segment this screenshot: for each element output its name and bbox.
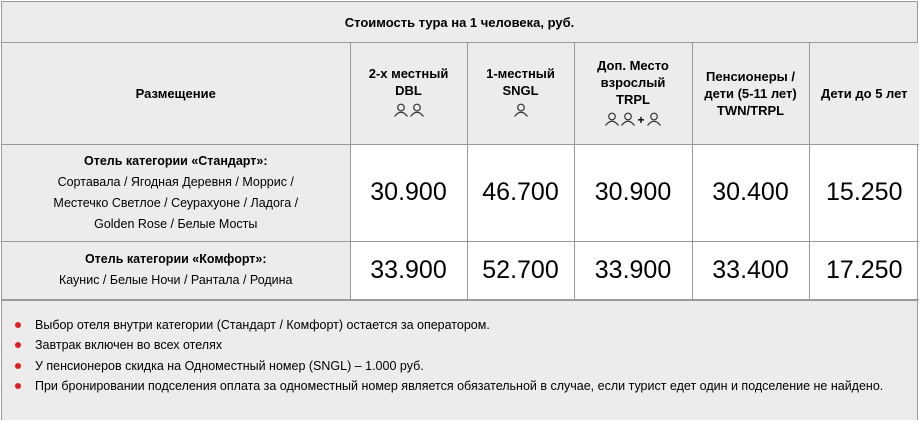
header-line: 2-х местный: [368, 66, 449, 82]
bullet-icon: [15, 322, 21, 328]
bullet-icon: [15, 342, 21, 348]
table-row-standard: [2, 144, 919, 241]
category-name: Отель категории «Комфорт»:: [84, 252, 267, 266]
price-cell: 52.700: [467, 241, 574, 299]
note-item: [14, 315, 907, 336]
hotel-list-line: Golden Rose / Белые Мосты: [94, 216, 258, 231]
price-table-document: [1, 1, 918, 420]
header-kids-under-5: [809, 43, 919, 144]
notes-section: [2, 300, 917, 420]
hotel-list-line: Сортавала / Ягодная Деревня / Моррис /: [57, 174, 294, 189]
price-cell: 30.400: [692, 144, 809, 241]
price-cell: 33.400: [692, 241, 809, 299]
table-row-comfort: [2, 241, 919, 299]
header-line: TWN/TRPL: [716, 102, 785, 118]
note-text: У пенсионеров скидка на Одноместный номер (SNGL) – 1.000 руб.: [35, 358, 424, 373]
header-pensioners: [692, 43, 809, 144]
header-line: дети (5-11 лет): [704, 85, 797, 101]
price-table: [2, 43, 919, 300]
price-cell: 46.700: [467, 144, 574, 241]
note-item: [14, 376, 907, 397]
note-text: Завтрак включен во всех отелях: [35, 338, 223, 352]
placement-cell: [2, 241, 350, 299]
price-cell: 17.250: [809, 241, 919, 299]
header-trpl: [574, 43, 692, 144]
price-cell: 15.250: [809, 144, 919, 241]
note-item: [14, 356, 907, 377]
person-icon: [513, 99, 529, 117]
header-line: Доп. Место: [597, 57, 669, 73]
notes-list: [14, 315, 907, 397]
hotel-list-line: Местечко Светлое / Сеурахуоне / Ладога /: [53, 195, 299, 210]
header-line: взрослый: [600, 74, 666, 90]
placement-cell: [2, 144, 350, 241]
category-name: Отель категории «Стандарт»:: [83, 153, 268, 168]
price-cell: 30.900: [350, 144, 467, 241]
header-line: Пенсионеры /: [706, 68, 795, 84]
two-plus-one-person-icon: [604, 108, 661, 126]
note-text: При бронировании подселения оплата за одноместный номер является обязательной в случае, если турист едет один и подселение не найдено.: [35, 379, 884, 393]
header-line: DBL: [395, 83, 422, 99]
header-sngl: [467, 43, 574, 144]
header-line: SNGL: [502, 83, 539, 99]
header-line: Размещение: [135, 85, 216, 101]
header-line: Дети до 5 лет: [820, 85, 908, 101]
price-cell: 30.900: [574, 144, 692, 241]
plus-sign: +: [637, 112, 645, 127]
bullet-icon: [15, 363, 21, 369]
table-title: Стоимость тура на 1 человека, руб.: [2, 2, 917, 43]
header-line: TRPL: [616, 91, 650, 107]
header-row: [2, 43, 919, 144]
header-placement: [2, 43, 350, 144]
header-dbl: [350, 43, 467, 144]
bullet-icon: [15, 383, 21, 389]
price-cell: 33.900: [350, 241, 467, 299]
two-person-icon: [393, 99, 425, 117]
price-cell: 33.900: [574, 241, 692, 299]
hotel-list-line: Каунис / Белые Ночи / Рантала / Родина: [58, 273, 293, 287]
header-line: 1-местный: [486, 66, 555, 82]
note-text: Выбор отеля внутри категории (Стандарт / Комфорт) остается за оператором.: [35, 317, 490, 332]
note-item: [14, 335, 907, 356]
